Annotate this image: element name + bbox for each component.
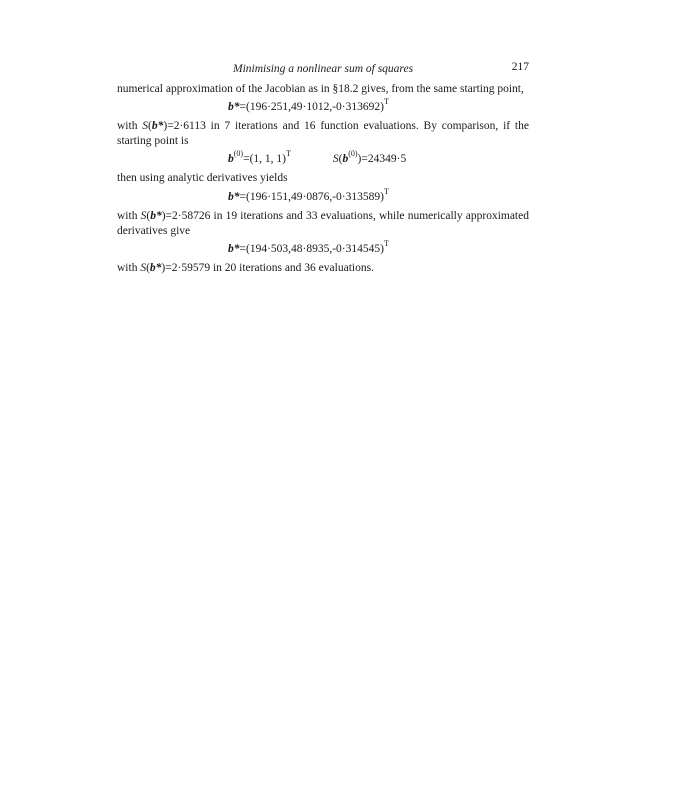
page-header	[117, 60, 529, 78]
equation-2	[117, 149, 529, 167]
open-paren: (	[338, 153, 343, 165]
paragraph-3: then using analytic derivatives yields	[117, 172, 288, 184]
close-paren: )	[161, 262, 166, 274]
equation-2b-rhs: )=24349·5	[357, 153, 407, 165]
s-symbol: S	[142, 120, 149, 132]
superscript-zero: (0)	[348, 149, 358, 159]
b-star-symbol: b*	[228, 101, 240, 113]
open-paren: (	[146, 210, 151, 222]
transpose-superscript: T	[383, 187, 389, 197]
paragraph-4-value: =2·58726	[165, 210, 211, 222]
paragraph-5-value: =2·59579	[165, 262, 211, 274]
equation-1	[117, 97, 529, 115]
running-title: Minimising a nonlinear sum of squares	[233, 63, 414, 75]
transpose-superscript: T	[383, 239, 389, 249]
paragraph-5-post: in 20 iterations and 36 evaluations.	[210, 262, 374, 274]
book-page	[117, 60, 529, 276]
b-star-symbol: b*	[151, 120, 164, 132]
b-symbol: b	[342, 153, 349, 165]
page-number: 217	[511, 61, 529, 73]
equation-3-rhs: =(196·151,49·0876,-0·313589)	[239, 191, 384, 203]
superscript-zero: (0)	[233, 149, 244, 159]
equation-3	[117, 187, 529, 205]
equation-4	[117, 239, 529, 257]
open-paren: (	[146, 262, 150, 274]
open-paren: (	[148, 120, 152, 132]
paragraph-5	[117, 261, 529, 276]
paragraph-2	[117, 119, 529, 149]
equation-2-rhs: =(1, 1, 1)	[243, 153, 286, 165]
close-paren: )	[163, 120, 168, 132]
transpose-superscript: T	[383, 97, 389, 107]
close-paren: )	[161, 210, 166, 222]
paragraph-1: numerical approximation of the Jacobian as in §18.2 gives, from the same starting point,	[117, 83, 524, 95]
paragraph-2-post: in 7 iterations and 16 function evaluations. By comparison, if the starting point is	[117, 120, 529, 147]
paragraph-4-pre: with	[117, 210, 141, 222]
s-symbol: S	[140, 210, 147, 222]
s-symbol: S	[332, 153, 339, 165]
b-star-symbol: b*	[228, 243, 240, 255]
paragraph-2-pre: with	[117, 120, 143, 132]
b-star-symbol: b*	[149, 262, 162, 274]
equation-4-rhs: =(194·503,48·8935,-0·314545)	[239, 243, 384, 255]
b-star-symbol: b*	[228, 191, 240, 203]
paragraph-4-post: in 19 iterations and 33 evaluations, while numerically approximated derivatives give	[117, 210, 529, 237]
b-star-symbol: b*	[150, 210, 162, 222]
s-symbol: S	[140, 262, 147, 274]
transpose-superscript: T	[285, 149, 291, 159]
paragraph-2-value: =2·6113	[167, 120, 206, 132]
b-symbol: b	[228, 153, 234, 165]
paragraph-4	[117, 209, 529, 239]
paragraph-5-pre: with	[117, 262, 141, 274]
equation-1-rhs: =(196·251,49·1012,-0·313692)	[239, 101, 384, 113]
